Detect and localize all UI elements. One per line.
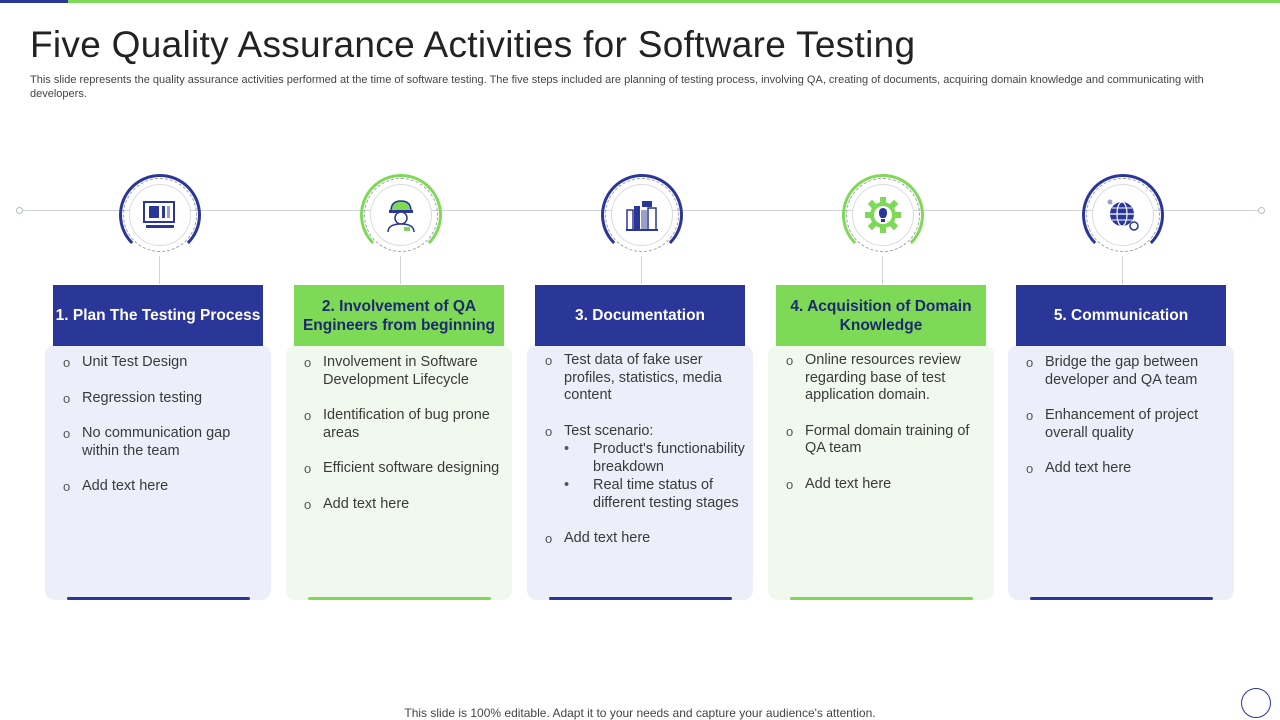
- step-3-header: 3. Documentation: [535, 285, 745, 346]
- list-item-text: Test scenario:: [564, 422, 654, 439]
- list-item-text: Add text here: [564, 530, 651, 546]
- list-item: [786, 352, 986, 405]
- list-item-text: Identification of bug prone areas: [323, 407, 490, 441]
- step-2-header: 2. Involvement of QA Engineers from beginning: [294, 285, 504, 346]
- slide-footer: This slide is 100% editable. Adapt it to your needs and capture your audience's attention.: [404, 706, 876, 720]
- sub-list-item: • Real time status of different testing stages: [564, 477, 745, 512]
- list-item-text: Involvement in Software Development Lifecycle: [323, 354, 478, 388]
- list-item: [545, 530, 745, 548]
- list-item-text: Online resources review regarding base of test application domain.: [805, 352, 961, 403]
- top-accent-marker: [0, 0, 68, 3]
- list-item: [304, 496, 504, 514]
- sub-list-item: • Product's functionability breakdown: [564, 441, 745, 476]
- list-item-text: Add text here: [82, 478, 169, 494]
- list-item: [63, 390, 263, 408]
- step-column-4: [768, 170, 996, 602]
- step-2-list: [304, 354, 504, 531]
- step-5-card-bar: [1030, 597, 1213, 600]
- list-item: [304, 407, 504, 442]
- slide-title: Five Quality Assurance Activities for Software Testing: [30, 24, 916, 65]
- list-item-text: Efficient software designing: [323, 460, 500, 476]
- icon-holder: [1092, 184, 1154, 246]
- step-3-card-bar: [549, 597, 732, 600]
- gear-bulb-icon: [864, 196, 902, 234]
- icon-holder: [370, 184, 432, 246]
- step-2-card-bar: [308, 597, 491, 600]
- timeline-end-dot: [1258, 207, 1265, 214]
- step-column-2: [286, 170, 514, 602]
- list-item: [63, 425, 263, 460]
- list-item-text: Enhancement of project overall quality: [1045, 407, 1199, 441]
- step-1-list: [63, 354, 263, 514]
- icon-holder: [611, 184, 673, 246]
- list-item: [304, 460, 504, 478]
- list-item: [304, 354, 504, 389]
- step-5-list: [1026, 354, 1226, 496]
- step-3-icon-badge: [601, 174, 683, 256]
- top-accent-bar: [0, 0, 1280, 3]
- documents-folders-icon: [624, 198, 660, 232]
- list-item-text: Unit Test Design: [82, 354, 188, 370]
- corner-circle-decoration: [1241, 688, 1271, 718]
- list-item: [545, 423, 745, 513]
- step-3-connector: [641, 256, 642, 284]
- list-item-text: Add text here: [805, 475, 892, 492]
- step-4-card-bar: [790, 597, 973, 600]
- step-5-icon-badge: [1082, 174, 1164, 256]
- list-item: [1026, 354, 1226, 389]
- list-item: [63, 478, 263, 496]
- step-5-connector: [1122, 256, 1123, 284]
- list-item: [545, 352, 745, 405]
- list-item: [786, 476, 986, 494]
- computer-monitor-icon: [142, 199, 178, 231]
- list-item-text: Regression testing: [82, 389, 203, 406]
- icon-holder: [129, 184, 191, 246]
- step-4-connector: [882, 256, 883, 284]
- slide-subtitle: This slide represents the quality assurance activities performed at the time of software testing. The five steps included are planning of testing process, involving QA, creating of documents, acquiring domain knowledge and communicating with developers.: [30, 74, 1204, 100]
- timeline-start-dot: [16, 207, 23, 214]
- list-item-text: Formal domain training of QA team: [805, 422, 970, 456]
- step-1-card-bar: [67, 597, 250, 600]
- list-item-text: Add text here: [323, 495, 410, 512]
- step-1-header: 1. Plan The Testing Process: [53, 285, 263, 346]
- step-column-3: [527, 170, 755, 602]
- step-5-header: 5. Communication: [1016, 285, 1226, 346]
- engineer-hardhat-icon: [384, 197, 418, 233]
- list-item-text: Add text here: [1045, 460, 1132, 476]
- sub-list: [564, 441, 745, 512]
- step-2-icon-badge: [360, 174, 442, 256]
- list-item: [1026, 407, 1226, 442]
- globe-network-icon: [1105, 197, 1141, 233]
- step-column-1: [45, 170, 273, 602]
- icon-holder: [852, 184, 914, 246]
- step-1-connector: [159, 256, 160, 284]
- list-item: [1026, 460, 1226, 478]
- list-item-text: No communication gap within the team: [82, 425, 231, 459]
- list-item: [63, 354, 263, 372]
- step-2-connector: [400, 256, 401, 284]
- step-4-list: [786, 352, 986, 511]
- list-item-text: Test data of fake user profiles, statistics, media content: [564, 352, 722, 403]
- step-column-5: [1008, 170, 1236, 602]
- step-4-icon-badge: [842, 174, 924, 256]
- list-item: [786, 423, 986, 458]
- step-1-icon-badge: [119, 174, 201, 256]
- step-3-list: [545, 352, 745, 566]
- list-item-text: Bridge the gap between developer and QA team: [1045, 354, 1199, 388]
- step-4-header: 4. Acquisition of Domain Knowledge: [776, 285, 986, 346]
